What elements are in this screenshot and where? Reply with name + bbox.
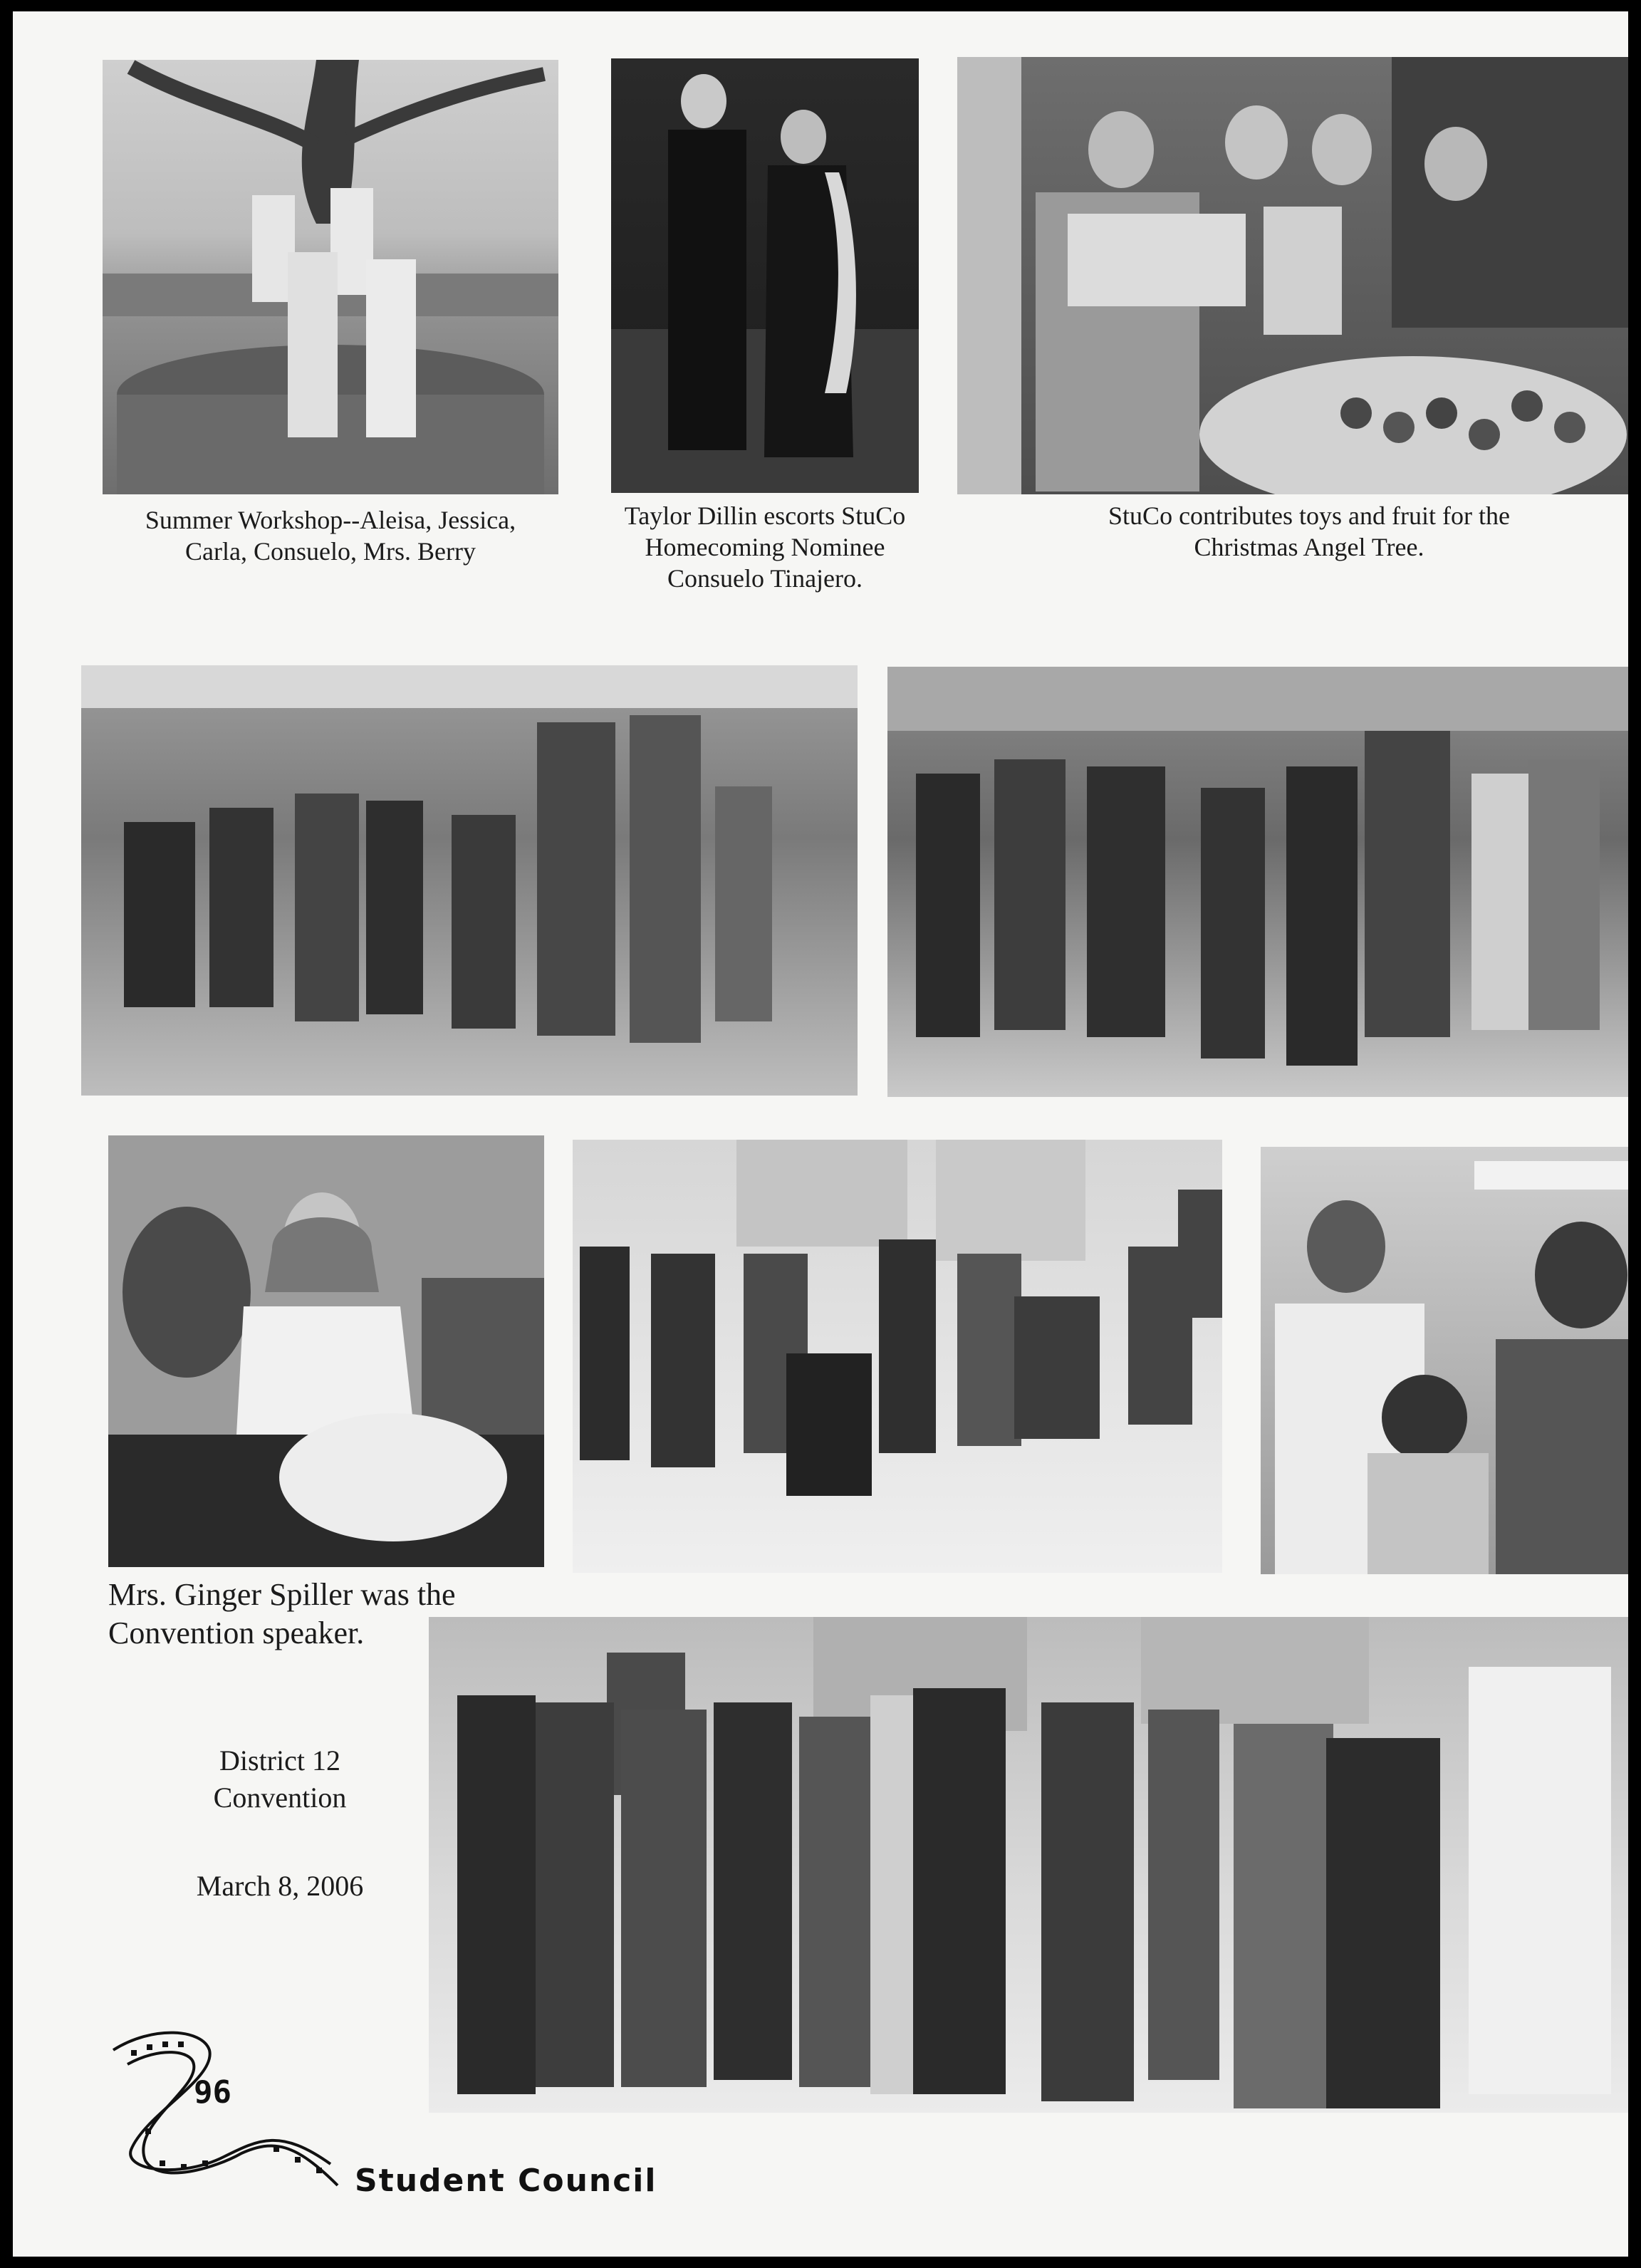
event-date: March 8, 2006	[196, 1870, 364, 1902]
photo-angel-tree	[957, 57, 1628, 494]
section-title: Student Council	[355, 2163, 657, 2199]
photo-homecoming	[611, 58, 919, 493]
photo-convention-dance-left	[81, 665, 858, 1096]
photo-convention-game	[573, 1140, 1222, 1573]
caption-speaker: Mrs. Ginger Spiller was the Convention speaker.	[108, 1577, 456, 1650]
page-number: 96	[194, 2074, 231, 2111]
caption-homecoming: Taylor Dillin escorts StuCo Homecoming Nominee Consuelo Tinajero.	[624, 501, 906, 593]
photo-convention-dance-right	[887, 667, 1628, 1097]
caption-angel-tree: StuCo contributes toys and fruit for the Christmas Angel Tree.	[1108, 501, 1510, 561]
photo-convention-crowd	[429, 1617, 1628, 2113]
photo-summer-workshop	[103, 60, 558, 494]
photo-convention-students	[1261, 1147, 1628, 1574]
event-name: District 12 Convention	[213, 1744, 347, 1814]
photo-speaker	[108, 1135, 544, 1567]
yearbook-page	[13, 11, 1628, 2257]
caption-summer-workshop: Summer Workshop--Aleisa, Jessica, Carla, Consuelo, Mrs. Berry	[145, 506, 516, 566]
